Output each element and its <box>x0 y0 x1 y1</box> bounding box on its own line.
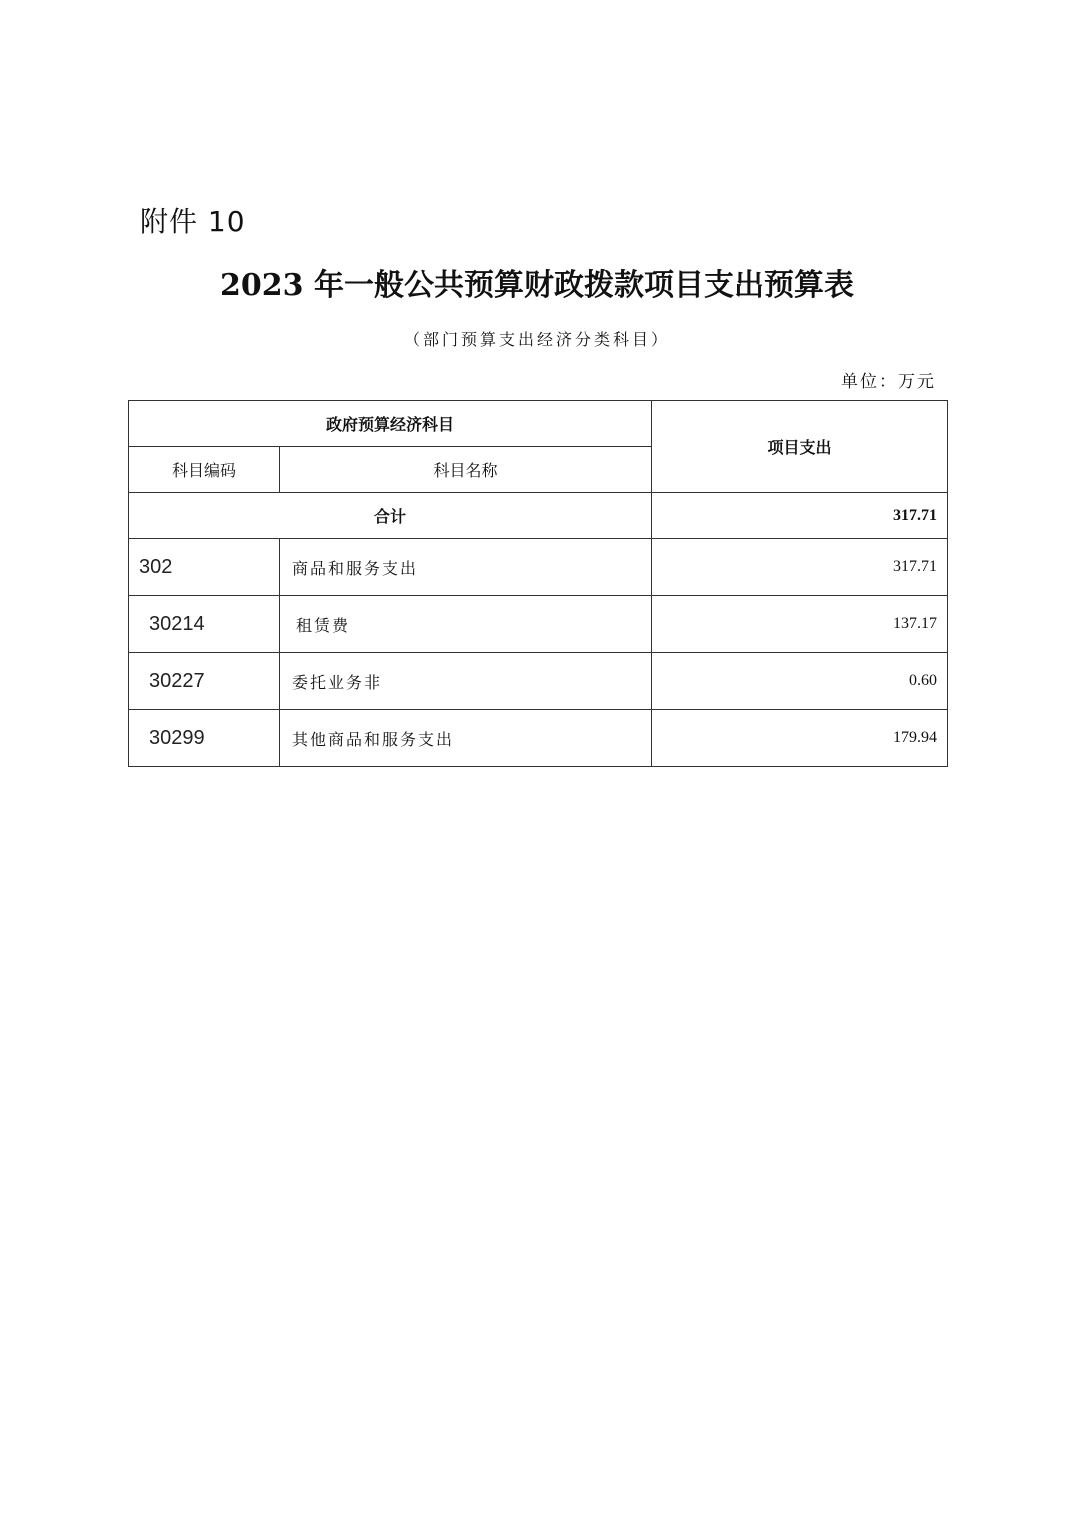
table-row <box>129 710 948 767</box>
total-label: 合计 <box>129 493 652 539</box>
row-amount: 0.60 <box>652 653 948 710</box>
attachment-label: 附件 10 <box>140 205 246 238</box>
header-code: 科目编码 <box>129 447 280 493</box>
page-title: 2023 年一般公共预算财政拨款项目支出预算表 <box>220 268 854 303</box>
table-row <box>129 539 948 596</box>
row-code: 30227 <box>129 653 280 710</box>
budget-table <box>128 400 948 767</box>
header-amount: 项目支出 <box>652 401 948 493</box>
table-header-row <box>129 401 948 447</box>
row-code: 30214 <box>129 596 280 653</box>
row-name: 商品和服务支出 <box>280 539 652 596</box>
total-row <box>129 493 948 539</box>
total-amount: 317.71 <box>652 493 948 539</box>
row-name: 租赁费 <box>280 596 652 653</box>
table-row <box>129 596 948 653</box>
page-subtitle: （部门预算支出经济分类科目） <box>403 330 670 349</box>
header-name: 科目名称 <box>280 447 652 493</box>
header-group: 政府预算经济科目 <box>129 401 652 447</box>
row-name: 委托业务非 <box>280 653 652 710</box>
table-row <box>129 653 948 710</box>
row-amount: 137.17 <box>652 596 948 653</box>
row-amount: 179.94 <box>652 710 948 767</box>
unit-label: 单位：万元 <box>841 372 936 392</box>
row-name: 其他商品和服务支出 <box>280 710 652 767</box>
row-code: 302 <box>129 539 280 596</box>
row-amount: 317.71 <box>652 539 948 596</box>
row-code: 30299 <box>129 710 280 767</box>
